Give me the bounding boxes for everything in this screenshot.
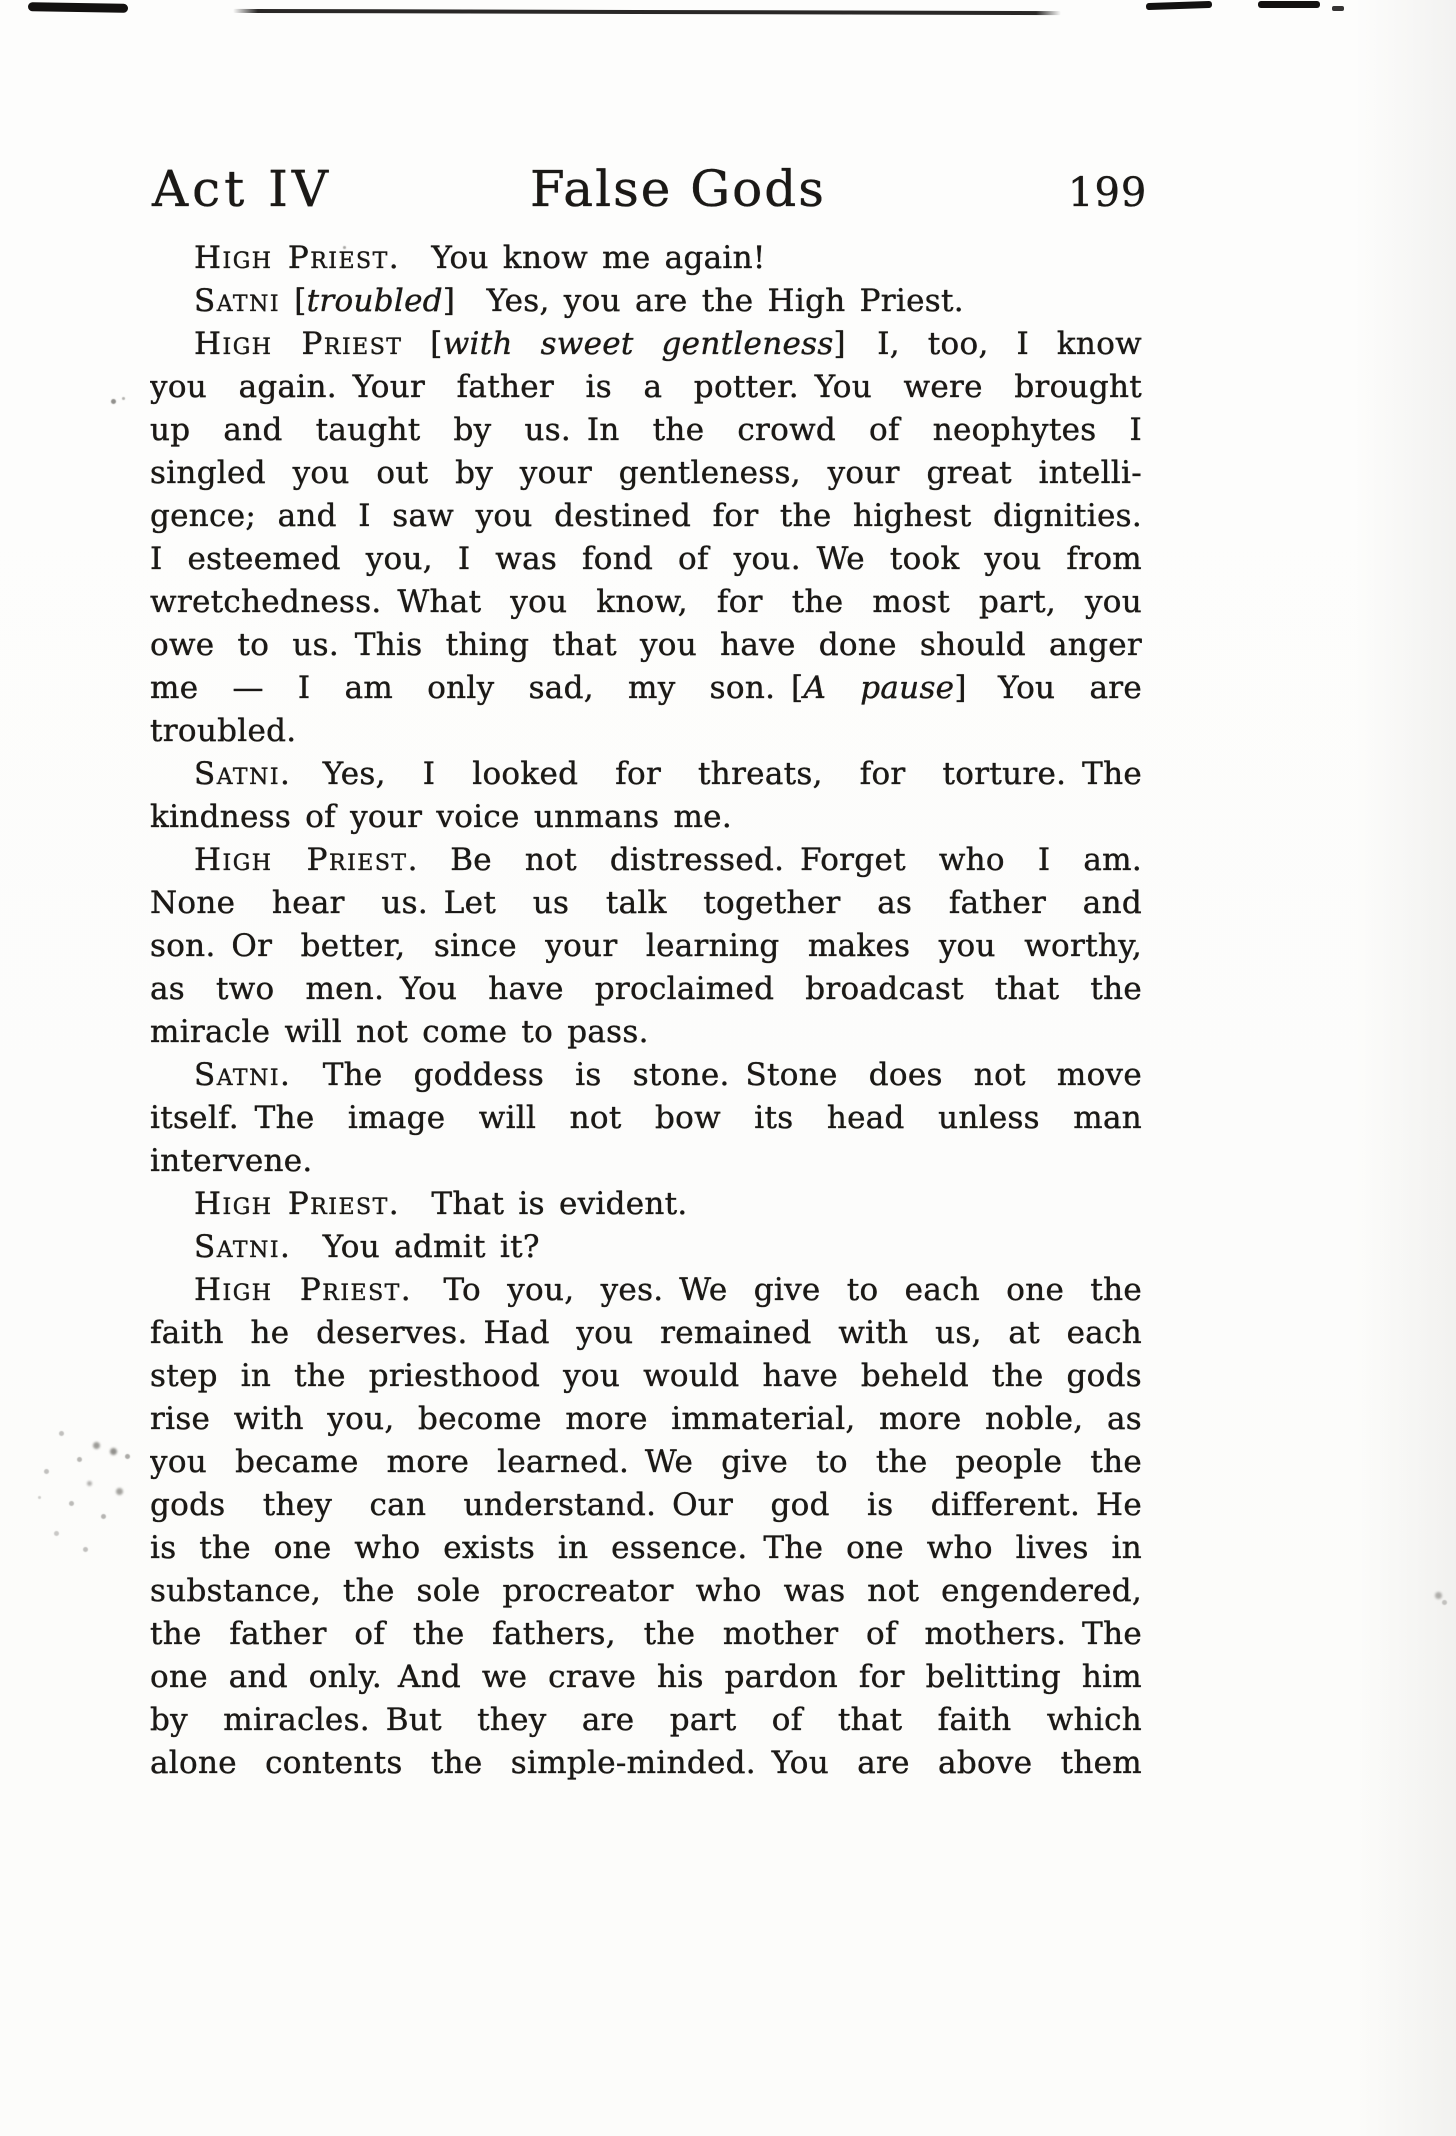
text-line [150, 452, 1142, 495]
dialogue-text: [ [402, 326, 443, 362]
text-line [150, 323, 1142, 366]
text-line [150, 1484, 1142, 1527]
speaker-name: High Priest [194, 326, 403, 362]
dialogue-text: owe to us. This thing that you have done should anger [150, 627, 1142, 663]
speaker-name: High Priest. [194, 1186, 401, 1222]
text-line [150, 1054, 1142, 1097]
text-line [150, 280, 1142, 323]
dialogue-text: You know me again! [400, 240, 766, 276]
scan-artifact-top-dash-2 [1258, 1, 1320, 8]
dialogue-text: intervene. [150, 1143, 313, 1179]
dialogue-text: substance, the sole procreator who was not engendered, [150, 1573, 1142, 1609]
dialogue-text: one and only. And we crave his pardon for belitting him [150, 1659, 1142, 1695]
page-number: 199 [1068, 170, 1148, 216]
dialogue-text: That is evident. [400, 1186, 688, 1222]
dialogue-text: as two men. You have proclaimed broadcast that the [150, 971, 1142, 1007]
text-line [150, 796, 1142, 839]
page-text [150, 237, 1142, 1785]
dialogue-text: The goddess is stone. Stone does not move [291, 1057, 1142, 1093]
text-line [150, 1011, 1142, 1054]
text-line [150, 624, 1142, 667]
dialogue-text: itself. The image will not bow its head unless man [150, 1100, 1142, 1136]
scan-speckles [0, 0, 3, 3]
dialogue-text: up and taught by us. In the crowd of neophytes I [150, 412, 1142, 448]
scan-artifact-top-line [233, 9, 1061, 15]
dialogue-text: the father of the fathers, the mother of mothers. The [150, 1616, 1142, 1652]
text-line [150, 1140, 1142, 1183]
text-line [150, 1183, 1142, 1226]
dialogue-text: Yes, I looked for threats, for torture. The [291, 756, 1142, 792]
text-line [150, 882, 1142, 925]
dialogue-text: you again. Your father is a potter. You were brought [150, 369, 1142, 405]
text-line [150, 538, 1142, 581]
dialogue-text: singled you out by your gentleness, your great intelli- [150, 455, 1142, 491]
dialogue-text: ] I, too, I know [833, 326, 1142, 362]
speaker-name: Satni. [194, 756, 292, 792]
running-head-title: False Gods [530, 160, 826, 218]
running-head-act: Act IV [152, 160, 332, 218]
text-line [150, 1441, 1142, 1484]
stage-direction: A pause [803, 670, 955, 706]
dialogue-text: me — I am only sad, my son. [ [150, 670, 804, 706]
dialogue-text: step in the priesthood you would have beheld the gods [150, 1358, 1142, 1394]
scan-artifact-top-dash-1 [1146, 1, 1212, 10]
dialogue-text: miracle will not come to pass. [150, 1014, 649, 1050]
scan-artifact-top-dot [1332, 6, 1344, 11]
speaker-name: Satni [194, 283, 281, 319]
text-line [150, 1226, 1142, 1269]
dialogue-text: by miracles. But they are part of that faith which [150, 1702, 1142, 1738]
dialogue-text: is the one who exists in essence. The one who lives in [150, 1530, 1142, 1566]
text-line [150, 237, 1142, 280]
dialogue-text: faith he deserves. Had you remained with us, at each [150, 1315, 1142, 1351]
dialogue-text: [ [280, 283, 307, 319]
dialogue-text: Be not distressed. Forget who I am. [418, 842, 1142, 878]
dialogue-text: troubled. [150, 713, 297, 749]
text-line [150, 1742, 1142, 1785]
text-line [150, 925, 1142, 968]
dialogue-text: None hear us. Let us talk together as father and [150, 885, 1142, 921]
text-line [150, 1656, 1142, 1699]
text-line [150, 1527, 1142, 1570]
text-line [150, 366, 1142, 409]
dialogue-text: ] Yes, you are the High Priest. [442, 283, 964, 319]
text-line [150, 409, 1142, 452]
dialogue-text: To you, yes. We give to each one the [412, 1272, 1142, 1308]
text-line [150, 1312, 1142, 1355]
dialogue-text: kindness of your voice unmans me. [150, 799, 732, 835]
dialogue-text: rise with you, become more immaterial, more noble, as [150, 1401, 1142, 1437]
speaker-name: High Priest. [194, 842, 419, 878]
text-line [150, 1699, 1142, 1742]
text-line [150, 710, 1142, 753]
text-line [150, 1398, 1142, 1441]
text-line [150, 1269, 1142, 1312]
text-line [150, 839, 1142, 882]
dialogue-text: ] You are [954, 670, 1142, 706]
speaker-name: Satni. [194, 1229, 292, 1265]
dialogue-text: I esteemed you, I was fond of you. We took you from [150, 541, 1142, 577]
text-line [150, 581, 1142, 624]
dialogue-text: You admit it? [291, 1229, 540, 1265]
scan-artifact-top-left-bar [28, 2, 128, 13]
dialogue-text: wretchedness. What you know, for the most part, you [150, 584, 1142, 620]
dialogue-text: you became more learned. We give to the people the [150, 1444, 1142, 1480]
dialogue-text: gence; and I saw you destined for the highest dignities. [150, 498, 1142, 534]
stage-direction: troubled [306, 283, 443, 319]
text-line [150, 495, 1142, 538]
speaker-name: High Priest. [194, 240, 401, 276]
text-line [150, 968, 1142, 1011]
text-line [150, 1097, 1142, 1140]
stage-direction: with sweet gentleness [442, 326, 834, 362]
speaker-name: Satni. [194, 1057, 292, 1093]
text-line [150, 1613, 1142, 1656]
text-line [150, 667, 1142, 710]
text-line [150, 1570, 1142, 1613]
dialogue-text: gods they can understand. Our god is different. He [150, 1487, 1142, 1523]
dialogue-text: alone contents the simple-minded. You are above them [150, 1745, 1142, 1781]
speaker-name: High Priest. [194, 1272, 413, 1308]
text-line [150, 1355, 1142, 1398]
text-line [150, 753, 1142, 796]
dialogue-text: son. Or better, since your learning makes you worthy, [150, 928, 1142, 964]
